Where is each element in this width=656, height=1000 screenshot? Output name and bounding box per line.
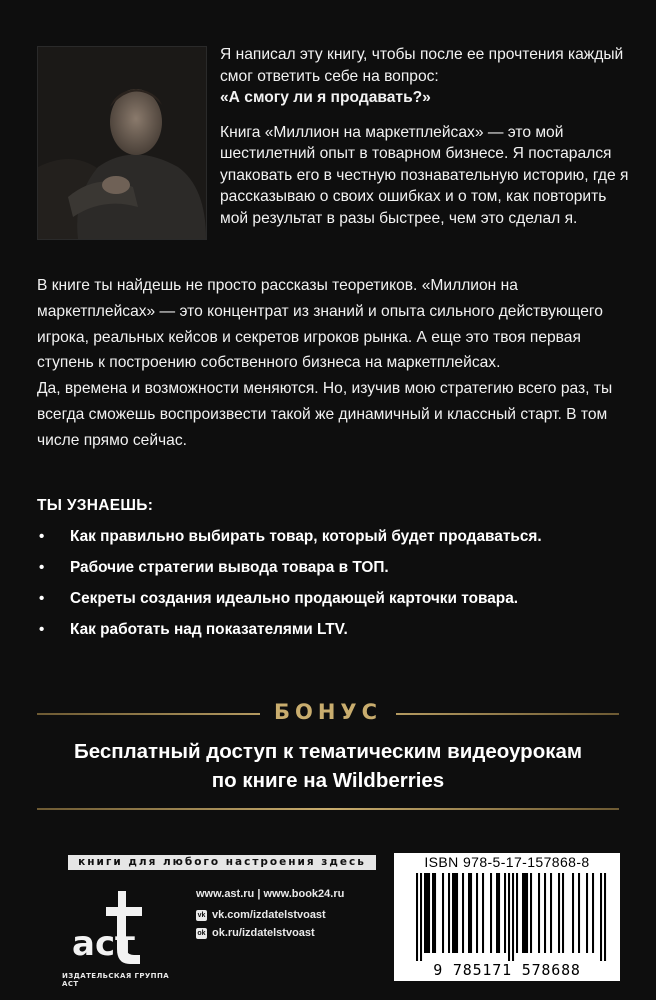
intro-text-1: Я написал эту книгу, чтобы после ее прочтения каждый смог ответить себе на вопрос: bbox=[220, 46, 624, 85]
barcode-bar bbox=[456, 873, 458, 953]
barcode-bar bbox=[550, 873, 552, 953]
intro-section bbox=[220, 44, 630, 242]
barcode-bar bbox=[482, 873, 484, 953]
barcode-bar bbox=[470, 873, 472, 953]
barcode-bar bbox=[434, 873, 436, 953]
learn-title: ТЫ УЗНАЕШЬ: bbox=[37, 497, 154, 514]
vk-link-text: vk.com/izdatelstvoast bbox=[212, 909, 326, 921]
barcode-bar bbox=[526, 873, 528, 953]
publisher-links bbox=[196, 888, 344, 945]
barcode-bar bbox=[604, 873, 606, 961]
barcode-bar bbox=[504, 873, 506, 953]
barcode-bar bbox=[578, 873, 580, 953]
barcode-bar bbox=[448, 873, 450, 953]
barcode-bar bbox=[544, 873, 546, 953]
barcode-bar bbox=[462, 873, 464, 953]
learn-item: • Рабочие стратегии вывода товара в ТОП. bbox=[37, 557, 627, 578]
website-links[interactable]: www.ast.ru | www.book24.ru bbox=[196, 888, 345, 900]
barcode-bar bbox=[600, 873, 602, 961]
barcode-bar bbox=[512, 873, 514, 961]
vk-icon: vk bbox=[197, 911, 206, 919]
barcode-bar bbox=[562, 873, 564, 953]
barcode-bar bbox=[476, 873, 478, 953]
learn-item: • Как правильно выбирать товар, который будет продаваться. bbox=[37, 526, 627, 547]
description-section bbox=[37, 273, 627, 454]
barcode-bar bbox=[522, 873, 524, 953]
intro-question: «А смогу ли я продавать?» bbox=[220, 89, 431, 106]
bonus-text-line-2: по книге на Wildberries bbox=[211, 769, 445, 792]
ok-link[interactable] bbox=[196, 927, 344, 939]
vk-link[interactable] bbox=[196, 909, 344, 921]
barcode-icon bbox=[404, 873, 610, 961]
barcode-bar bbox=[452, 873, 454, 953]
barcode-bar bbox=[454, 873, 456, 953]
ok-link-text: ok.ru/izdatelstvoast bbox=[212, 927, 315, 939]
bonus-text bbox=[0, 737, 656, 795]
barcode-bar bbox=[426, 873, 428, 953]
barcode-bar bbox=[496, 873, 498, 953]
barcode-bar bbox=[420, 873, 422, 961]
barcode-bar bbox=[498, 873, 500, 953]
barcode-digits: 9 785171 578688 bbox=[433, 961, 581, 979]
barcode-bar bbox=[442, 873, 444, 953]
bonus-text-line-1: Бесплатный доступ к тематическим видеоурокам bbox=[73, 740, 583, 763]
learn-item: • Как работать над показателями LTV. bbox=[37, 619, 627, 640]
barcode-box bbox=[394, 853, 620, 981]
description-paragraph-1: В книге ты найдешь не просто рассказы теоретиков. «Миллион на маркетплейсах» — это концентрат из знаний и опыта сильного действующего игрока, реальных кейсов и секретов игроков рынка. А еще это твоя первая ступень к построению собственного бизнеса на маркетплейсах. bbox=[37, 277, 603, 372]
bonus-divider-bottom bbox=[37, 808, 619, 810]
barcode-bar bbox=[586, 873, 588, 953]
learn-list bbox=[37, 526, 627, 650]
barcode-bar bbox=[490, 873, 492, 953]
bonus-label: БОНУС bbox=[260, 700, 396, 724]
barcode-bar bbox=[558, 873, 560, 953]
barcode-bar bbox=[592, 873, 594, 953]
learn-item: • Секреты создания идеально продающей карточки товара. bbox=[37, 588, 627, 609]
barcode-bar bbox=[416, 873, 418, 961]
barcode-bar bbox=[530, 873, 532, 953]
publisher-tagline: книги для любого настроения здесь bbox=[68, 855, 376, 870]
barcode-bar bbox=[468, 873, 470, 953]
logo-text: аст bbox=[72, 924, 135, 964]
isbn-text: ISBN 978-5-17-157868-8 bbox=[424, 854, 590, 870]
ast-logo bbox=[66, 885, 161, 969]
barcode-bar bbox=[524, 873, 526, 953]
description-paragraph-2: Да, времена и возможности меняются. Но, изучив мою стратегию всего раз, ты всегда сможешь воспроизвести такой же динамичный и классный старт. В том числе прямо сейчас. bbox=[37, 380, 613, 449]
barcode-bar bbox=[432, 873, 434, 953]
barcode-bar bbox=[428, 873, 430, 953]
barcode-bar bbox=[572, 873, 574, 953]
bonus-label-wrap bbox=[0, 700, 656, 724]
barcode-bar bbox=[538, 873, 540, 953]
intro-paragraph-2: Книга «Миллион на маркетплейсах» — это мой шестилетний опыт в товарном бизнесе. Я постарался упаковать его в честную познавательную историю, где я рассказываю о своих ошибках и о том, как повторить мой результат в разы быстрее, чем это сделал я. bbox=[220, 123, 629, 227]
barcode-bar bbox=[424, 873, 426, 953]
author-photo bbox=[37, 46, 207, 240]
barcode-bar bbox=[508, 873, 510, 961]
intro-paragraph-1 bbox=[220, 44, 630, 109]
ok-icon: ok bbox=[197, 929, 206, 937]
publisher-name: ИЗДАТЕЛЬСКАЯ ГРУППА АСТ bbox=[62, 972, 170, 988]
barcode-bar bbox=[516, 873, 518, 953]
